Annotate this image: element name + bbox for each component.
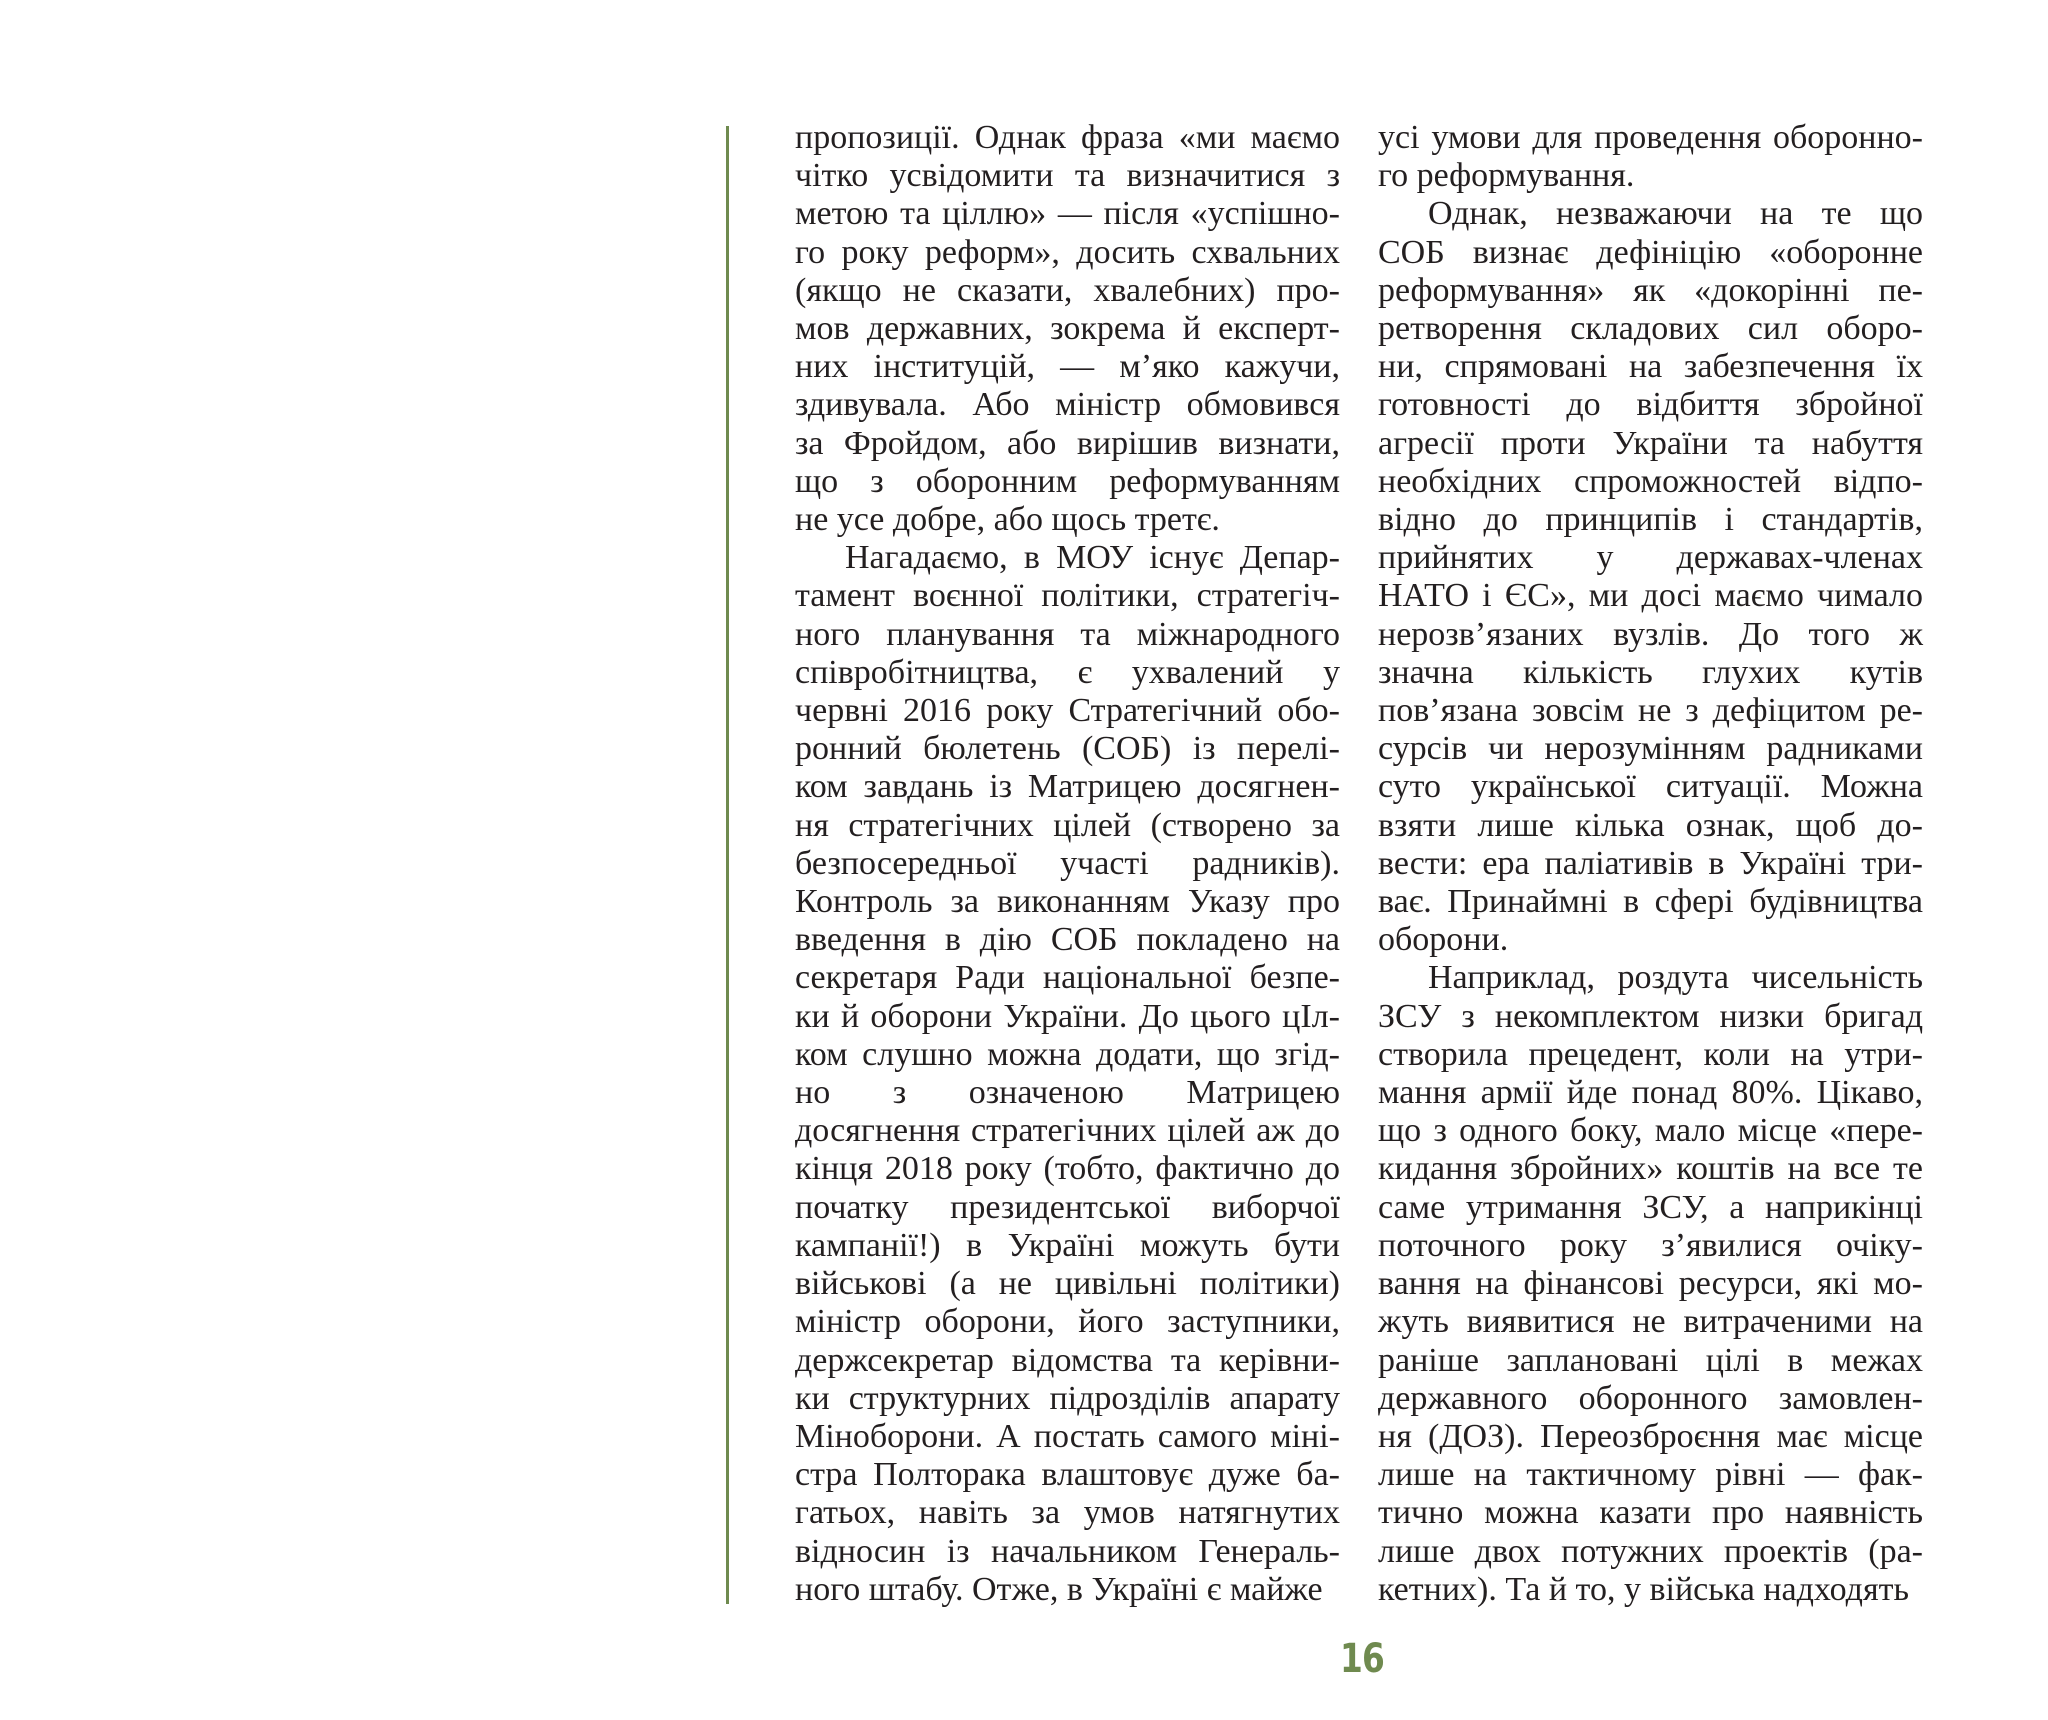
text-line: саме утримання ЗСУ, а наприкінці: [1378, 1188, 1923, 1226]
page-number: 16: [1339, 1636, 1384, 1682]
text-line: готовності до відбиття збройної: [1378, 386, 1923, 424]
text-line: ня (ДОЗ). Переозброєння має місце: [1378, 1417, 1923, 1455]
text-line: кампанії!) в Україні можуть бути: [795, 1226, 1340, 1264]
text-line: сурсів чи нерозумінням радниками: [1378, 730, 1923, 768]
text-line: взяти лише кілька ознак, щоб до-: [1378, 806, 1923, 844]
text-line: ком слушно можна додати, що згід-: [795, 1035, 1340, 1073]
text-line: метою та ціллю» — після «успішно-: [795, 195, 1340, 233]
text-line: ронний бюлетень (СОБ) із перелі-: [795, 730, 1340, 768]
paragraph: [1378, 119, 1923, 195]
left-text-column: [795, 119, 1340, 1609]
text-line: Нагадаємо, в МОУ існує Депар-: [845, 539, 1340, 577]
text-line: ня стратегічних цілей (створено за: [795, 806, 1340, 844]
text-line: здивувала. Або міністр обмовився: [795, 386, 1340, 424]
text-line: тамент воєнної політики, стратегіч-: [795, 577, 1340, 615]
text-line: безпосередньої участі радників).: [795, 844, 1340, 882]
text-line: Однак, незважаючи на те що: [1428, 195, 1923, 233]
text-line: держсекретар відомства та керівни-: [795, 1341, 1340, 1379]
paragraph: [795, 539, 1340, 1609]
text-line: значна кількість глухих кутів: [1378, 653, 1923, 691]
paragraph: [1378, 195, 1923, 959]
text-line: гатьох, навіть за умов натягнутих: [795, 1494, 1340, 1532]
text-line: ком завдань із Матрицею досягнен-: [795, 768, 1340, 806]
text-line: кетних). Та й то, у війська надходять: [1378, 1570, 1909, 1608]
text-line: що з оборонним реформуванням: [795, 462, 1340, 500]
text-line: початку президентської виборчої: [795, 1188, 1340, 1226]
text-line: секретаря Ради національної безпе-: [795, 959, 1340, 997]
text-line: державного оборонного замовлен-: [1378, 1379, 1923, 1417]
text-line: чітко усвідомити та визначитися з: [795, 157, 1340, 195]
text-line: Міноборони. А постать самого міні-: [795, 1417, 1340, 1455]
text-line: Контроль за виконанням Указу про: [795, 883, 1340, 921]
text-line: введення в дію СОБ покладено на: [795, 921, 1340, 959]
text-line: оборони.: [1378, 921, 1509, 959]
text-line: ни, спрямовані на забезпечення їх: [1378, 348, 1923, 386]
text-line: кінця 2018 року (тобто, фактично до: [795, 1150, 1340, 1188]
text-line: реформування» як «докорінні пе-: [1378, 271, 1923, 309]
text-line: мання армії йде понад 80%. Цікаво,: [1378, 1074, 1923, 1112]
text-line: мов державних, зокрема й експерт-: [795, 310, 1340, 348]
text-line: поточного року з’явилися очіку-: [1378, 1226, 1923, 1264]
text-line: го року реформ», досить схвальних: [795, 233, 1340, 271]
text-line: го реформування.: [1378, 157, 1635, 195]
text-line: ки й оборони України. До цього цІл-: [795, 997, 1340, 1035]
text-line: раніше заплановані цілі в межах: [1378, 1341, 1923, 1379]
right-text-column: [1378, 119, 1923, 1609]
text-line: не усе добре, або щось третє.: [795, 501, 1220, 539]
text-line: за Фройдом, або вирішив визнати,: [795, 424, 1340, 462]
text-line: відносин із начальником Генераль-: [795, 1532, 1340, 1570]
text-line: пов’язана зовсім не з дефіцитом ре-: [1378, 692, 1923, 730]
text-line: НАТО і ЄС», ми досі маємо чимало: [1378, 577, 1923, 615]
text-line: ретворення складових сил оборо-: [1378, 310, 1923, 348]
text-line: агресії проти України та набуття: [1378, 424, 1923, 462]
text-line: пропозиції. Однак фраза «ми маємо: [795, 119, 1340, 156]
text-line: усі умови для проведення оборонно-: [1378, 119, 1923, 156]
text-line: стра Полторака влаштовує дуже ба-: [795, 1456, 1340, 1494]
text-line: суто української ситуації. Можна: [1378, 768, 1923, 806]
text-line: міністр оборони, його заступники,: [795, 1303, 1340, 1341]
text-line: досягнення стратегічних цілей аж до: [795, 1112, 1340, 1150]
text-line: ЗСУ з некомплектом низки бригад: [1378, 997, 1923, 1035]
margin-rule: [726, 126, 729, 1604]
text-line: (якщо не сказати, хвалебних) про-: [795, 271, 1340, 309]
text-line: кидання збройних» коштів на все те: [1378, 1150, 1923, 1188]
text-line: відно до принципів і стандартів,: [1378, 501, 1923, 539]
text-line: створила прецедент, коли на утри-: [1378, 1035, 1923, 1073]
text-line: Наприклад, роздута чисельність: [1428, 959, 1923, 997]
text-line: но з означеною Матрицею: [795, 1074, 1340, 1112]
text-line: червні 2016 року Стратегічний обо-: [795, 692, 1340, 730]
text-line: лише на тактичному рівні — фак-: [1378, 1456, 1923, 1494]
text-line: військові (а не цивільні політики): [795, 1265, 1340, 1303]
text-line: жуть виявитися не витраченими на: [1378, 1303, 1923, 1341]
text-line: СОБ визнає дефініцію «оборонне: [1378, 233, 1923, 271]
text-line: співробітництва, є ухвалений у: [795, 653, 1340, 691]
paragraph: [795, 119, 1340, 539]
text-line: ного штабу. Отже, в Україні є майже: [795, 1570, 1323, 1608]
paragraph: [1378, 959, 1923, 1608]
text-line: тично можна казати про наявність: [1378, 1494, 1923, 1532]
text-line: що з одного боку, мало місце «пере-: [1378, 1112, 1923, 1150]
text-line: лише двох потужних проектів (ра-: [1378, 1532, 1923, 1570]
text-line: них інституцій, — м’яко кажучи,: [795, 348, 1340, 386]
text-line: нерозв’язаних вузлів. До того ж: [1378, 615, 1923, 653]
text-line: ки структурних підрозділів апарату: [795, 1379, 1340, 1417]
text-line: вання на фінансові ресурси, які мо-: [1378, 1265, 1923, 1303]
text-line: ває. Принаймні в сфері будівництва: [1378, 883, 1923, 921]
text-line: прийнятих у державах-членах: [1378, 539, 1923, 577]
text-line: ного планування та міжнародного: [795, 615, 1340, 653]
text-line: вести: ера паліативів в Україні три-: [1378, 844, 1923, 882]
text-line: необхідних спроможностей відпо-: [1378, 462, 1923, 500]
